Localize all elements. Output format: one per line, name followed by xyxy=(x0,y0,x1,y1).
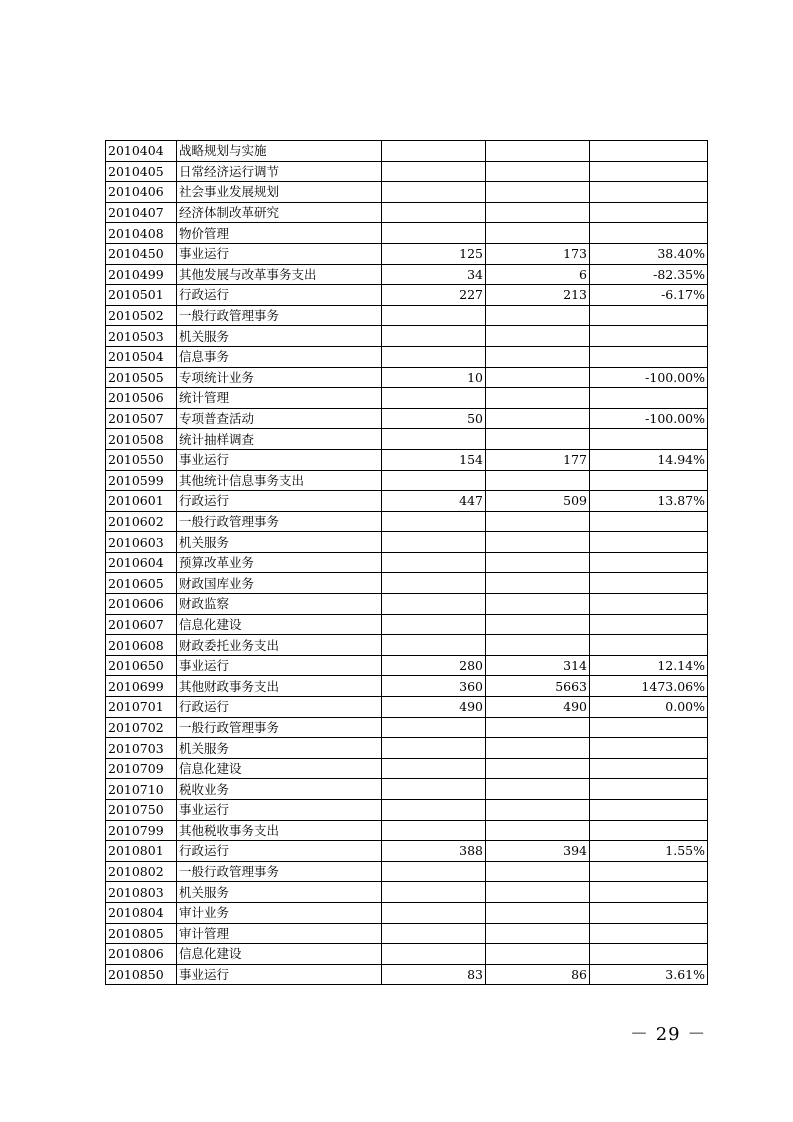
change-percent-cell: 3.61% xyxy=(590,964,708,985)
table-row xyxy=(106,182,708,203)
current-amount-cell: 173 xyxy=(486,243,590,264)
previous-amount-cell: 50 xyxy=(382,408,486,429)
current-amount-cell xyxy=(486,141,590,162)
table-row xyxy=(106,923,708,944)
current-amount-cell xyxy=(486,388,590,409)
page-number: － 29 － xyxy=(630,1024,707,1045)
change-percent-cell: 0.00% xyxy=(590,697,708,718)
subject-name-cell: 事业运行 xyxy=(177,800,382,821)
previous-amount-cell: 490 xyxy=(382,697,486,718)
table-row xyxy=(106,449,708,470)
previous-amount-cell xyxy=(382,882,486,903)
previous-amount-cell: 280 xyxy=(382,655,486,676)
change-percent-cell xyxy=(590,511,708,532)
current-amount-cell xyxy=(486,944,590,965)
table-row xyxy=(106,141,708,162)
subject-name-cell: 物价管理 xyxy=(177,223,382,244)
subject-code-cell: 2010799 xyxy=(106,820,177,841)
current-amount-cell: 394 xyxy=(486,841,590,862)
change-percent-cell xyxy=(590,758,708,779)
previous-amount-cell xyxy=(382,326,486,347)
current-amount-cell xyxy=(486,470,590,491)
previous-amount-cell xyxy=(382,861,486,882)
previous-amount-cell xyxy=(382,470,486,491)
table-row xyxy=(106,243,708,264)
subject-name-cell: 战略规划与实施 xyxy=(177,141,382,162)
subject-code-cell: 2010801 xyxy=(106,841,177,862)
previous-amount-cell xyxy=(382,944,486,965)
table-row xyxy=(106,758,708,779)
change-percent-cell: -100.00% xyxy=(590,367,708,388)
subject-name-cell: 经济体制改革研究 xyxy=(177,202,382,223)
table-row xyxy=(106,223,708,244)
current-amount-cell: 86 xyxy=(486,964,590,985)
current-amount-cell xyxy=(486,367,590,388)
subject-name-cell: 机关服务 xyxy=(177,326,382,347)
subject-name-cell: 专项普查活动 xyxy=(177,408,382,429)
change-percent-cell: 1473.06% xyxy=(590,676,708,697)
subject-code-cell: 2010405 xyxy=(106,161,177,182)
subject-code-cell: 2010408 xyxy=(106,223,177,244)
subject-name-cell: 日常经济运行调节 xyxy=(177,161,382,182)
subject-name-cell: 一般行政管理事务 xyxy=(177,717,382,738)
change-percent-cell xyxy=(590,800,708,821)
previous-amount-cell xyxy=(382,429,486,450)
subject-name-cell: 机关服务 xyxy=(177,532,382,553)
subject-code-cell: 2010604 xyxy=(106,552,177,573)
subject-name-cell: 机关服务 xyxy=(177,882,382,903)
subject-name-cell: 其他发展与改革事务支出 xyxy=(177,264,382,285)
subject-name-cell: 行政运行 xyxy=(177,841,382,862)
table-row xyxy=(106,305,708,326)
current-amount-cell xyxy=(486,573,590,594)
change-percent-cell xyxy=(590,717,708,738)
previous-amount-cell xyxy=(382,573,486,594)
subject-code-cell: 2010710 xyxy=(106,779,177,800)
current-amount-cell xyxy=(486,861,590,882)
change-percent-cell xyxy=(590,738,708,759)
previous-amount-cell xyxy=(382,614,486,635)
subject-code-cell: 2010607 xyxy=(106,614,177,635)
change-percent-cell xyxy=(590,552,708,573)
change-percent-cell xyxy=(590,470,708,491)
subject-code-cell: 2010802 xyxy=(106,861,177,882)
subject-code-cell: 2010505 xyxy=(106,367,177,388)
change-percent-cell xyxy=(590,326,708,347)
subject-code-cell: 2010502 xyxy=(106,305,177,326)
subject-code-cell: 2010508 xyxy=(106,429,177,450)
subject-name-cell: 一般行政管理事务 xyxy=(177,861,382,882)
subject-name-cell: 预算改革业务 xyxy=(177,552,382,573)
previous-amount-cell xyxy=(382,800,486,821)
subject-code-cell: 2010599 xyxy=(106,470,177,491)
previous-amount-cell: 34 xyxy=(382,264,486,285)
subject-code-cell: 2010404 xyxy=(106,141,177,162)
previous-amount-cell: 447 xyxy=(382,491,486,512)
table-row xyxy=(106,470,708,491)
previous-amount-cell xyxy=(382,635,486,656)
previous-amount-cell xyxy=(382,717,486,738)
table-row xyxy=(106,491,708,512)
previous-amount-cell: 227 xyxy=(382,285,486,306)
subject-code-cell: 2010407 xyxy=(106,202,177,223)
subject-name-cell: 信息化建设 xyxy=(177,758,382,779)
current-amount-cell: 177 xyxy=(486,449,590,470)
subject-name-cell: 事业运行 xyxy=(177,243,382,264)
table-row xyxy=(106,676,708,697)
subject-name-cell: 专项统计业务 xyxy=(177,367,382,388)
previous-amount-cell: 360 xyxy=(382,676,486,697)
change-percent-cell xyxy=(590,820,708,841)
subject-code-cell: 2010804 xyxy=(106,902,177,923)
previous-amount-cell xyxy=(382,141,486,162)
change-percent-cell xyxy=(590,923,708,944)
current-amount-cell xyxy=(486,346,590,367)
current-amount-cell xyxy=(486,758,590,779)
subject-code-cell: 2010499 xyxy=(106,264,177,285)
subject-code-cell: 2010699 xyxy=(106,676,177,697)
change-percent-cell: 38.40% xyxy=(590,243,708,264)
change-percent-cell xyxy=(590,305,708,326)
previous-amount-cell xyxy=(382,820,486,841)
previous-amount-cell xyxy=(382,161,486,182)
table-row xyxy=(106,614,708,635)
table-row xyxy=(106,161,708,182)
table-row xyxy=(106,532,708,553)
previous-amount-cell xyxy=(382,388,486,409)
subject-name-cell: 一般行政管理事务 xyxy=(177,511,382,532)
change-percent-cell: 1.55% xyxy=(590,841,708,862)
table-row xyxy=(106,635,708,656)
subject-name-cell: 行政运行 xyxy=(177,285,382,306)
subject-name-cell: 统计抽样调查 xyxy=(177,429,382,450)
previous-amount-cell xyxy=(382,552,486,573)
previous-amount-cell xyxy=(382,182,486,203)
subject-name-cell: 统计管理 xyxy=(177,388,382,409)
subject-name-cell: 机关服务 xyxy=(177,738,382,759)
change-percent-cell xyxy=(590,182,708,203)
change-percent-cell: -82.35% xyxy=(590,264,708,285)
table-row xyxy=(106,346,708,367)
subject-code-cell: 2010450 xyxy=(106,243,177,264)
table-row xyxy=(106,902,708,923)
subject-code-cell: 2010406 xyxy=(106,182,177,203)
subject-code-cell: 2010506 xyxy=(106,388,177,409)
current-amount-cell xyxy=(486,594,590,615)
table-row xyxy=(106,944,708,965)
change-percent-cell xyxy=(590,635,708,656)
current-amount-cell: 314 xyxy=(486,655,590,676)
change-percent-cell xyxy=(590,429,708,450)
previous-amount-cell xyxy=(382,779,486,800)
current-amount-cell xyxy=(486,202,590,223)
table-row xyxy=(106,429,708,450)
change-percent-cell: 14.94% xyxy=(590,449,708,470)
table-row xyxy=(106,655,708,676)
subject-name-cell: 信息事务 xyxy=(177,346,382,367)
change-percent-cell xyxy=(590,861,708,882)
table-row xyxy=(106,202,708,223)
table-row xyxy=(106,841,708,862)
table-row xyxy=(106,552,708,573)
subject-name-cell: 一般行政管理事务 xyxy=(177,305,382,326)
subject-code-cell: 2010750 xyxy=(106,800,177,821)
current-amount-cell xyxy=(486,552,590,573)
change-percent-cell xyxy=(590,532,708,553)
previous-amount-cell: 10 xyxy=(382,367,486,388)
table-row xyxy=(106,861,708,882)
change-percent-cell xyxy=(590,944,708,965)
table-row xyxy=(106,264,708,285)
change-percent-cell xyxy=(590,202,708,223)
current-amount-cell xyxy=(486,614,590,635)
current-amount-cell xyxy=(486,882,590,903)
current-amount-cell xyxy=(486,223,590,244)
table-row xyxy=(106,573,708,594)
subject-code-cell: 2010507 xyxy=(106,408,177,429)
subject-code-cell: 2010650 xyxy=(106,655,177,676)
table-row xyxy=(106,511,708,532)
change-percent-cell: -100.00% xyxy=(590,408,708,429)
subject-code-cell: 2010503 xyxy=(106,326,177,347)
previous-amount-cell: 83 xyxy=(382,964,486,985)
change-percent-cell: 12.14% xyxy=(590,655,708,676)
table-row xyxy=(106,367,708,388)
subject-code-cell: 2010806 xyxy=(106,944,177,965)
previous-amount-cell xyxy=(382,346,486,367)
subject-code-cell: 2010850 xyxy=(106,964,177,985)
budget-table-body xyxy=(106,141,708,985)
change-percent-cell xyxy=(590,902,708,923)
subject-code-cell: 2010709 xyxy=(106,758,177,779)
change-percent-cell xyxy=(590,388,708,409)
table-row xyxy=(106,738,708,759)
change-percent-cell xyxy=(590,779,708,800)
previous-amount-cell: 125 xyxy=(382,243,486,264)
change-percent-cell xyxy=(590,223,708,244)
current-amount-cell xyxy=(486,408,590,429)
table-row xyxy=(106,882,708,903)
current-amount-cell xyxy=(486,923,590,944)
table-row xyxy=(106,388,708,409)
subject-code-cell: 2010601 xyxy=(106,491,177,512)
current-amount-cell xyxy=(486,429,590,450)
subject-name-cell: 事业运行 xyxy=(177,449,382,470)
subject-name-cell: 行政运行 xyxy=(177,697,382,718)
previous-amount-cell xyxy=(382,738,486,759)
subject-code-cell: 2010701 xyxy=(106,697,177,718)
current-amount-cell xyxy=(486,326,590,347)
subject-name-cell: 事业运行 xyxy=(177,655,382,676)
change-percent-cell xyxy=(590,346,708,367)
change-percent-cell: -6.17% xyxy=(590,285,708,306)
current-amount-cell xyxy=(486,635,590,656)
change-percent-cell xyxy=(590,614,708,635)
subject-code-cell: 2010602 xyxy=(106,511,177,532)
table-row xyxy=(106,820,708,841)
subject-code-cell: 2010504 xyxy=(106,346,177,367)
change-percent-cell xyxy=(590,882,708,903)
change-percent-cell: 13.87% xyxy=(590,491,708,512)
subject-name-cell: 社会事业发展规划 xyxy=(177,182,382,203)
current-amount-cell xyxy=(486,738,590,759)
current-amount-cell: 490 xyxy=(486,697,590,718)
subject-name-cell: 信息化建设 xyxy=(177,614,382,635)
table-row xyxy=(106,285,708,306)
subject-name-cell: 其他税收事务支出 xyxy=(177,820,382,841)
subject-code-cell: 2010501 xyxy=(106,285,177,306)
current-amount-cell xyxy=(486,820,590,841)
previous-amount-cell: 388 xyxy=(382,841,486,862)
subject-name-cell: 财政监察 xyxy=(177,594,382,615)
subject-name-cell: 审计管理 xyxy=(177,923,382,944)
previous-amount-cell xyxy=(382,594,486,615)
current-amount-cell xyxy=(486,902,590,923)
subject-name-cell: 审计业务 xyxy=(177,902,382,923)
current-amount-cell xyxy=(486,305,590,326)
previous-amount-cell xyxy=(382,202,486,223)
current-amount-cell xyxy=(486,779,590,800)
table-row xyxy=(106,408,708,429)
current-amount-cell xyxy=(486,717,590,738)
subject-code-cell: 2010603 xyxy=(106,532,177,553)
budget-table xyxy=(105,140,708,985)
current-amount-cell xyxy=(486,532,590,553)
previous-amount-cell xyxy=(382,305,486,326)
current-amount-cell xyxy=(486,161,590,182)
previous-amount-cell xyxy=(382,923,486,944)
previous-amount-cell xyxy=(382,758,486,779)
subject-code-cell: 2010606 xyxy=(106,594,177,615)
table-row xyxy=(106,800,708,821)
previous-amount-cell xyxy=(382,511,486,532)
table-row xyxy=(106,964,708,985)
previous-amount-cell xyxy=(382,223,486,244)
subject-code-cell: 2010803 xyxy=(106,882,177,903)
previous-amount-cell xyxy=(382,532,486,553)
subject-code-cell: 2010805 xyxy=(106,923,177,944)
subject-name-cell: 其他统计信息事务支出 xyxy=(177,470,382,491)
current-amount-cell: 213 xyxy=(486,285,590,306)
current-amount-cell: 6 xyxy=(486,264,590,285)
subject-code-cell: 2010605 xyxy=(106,573,177,594)
subject-name-cell: 财政国库业务 xyxy=(177,573,382,594)
change-percent-cell xyxy=(590,141,708,162)
subject-code-cell: 2010608 xyxy=(106,635,177,656)
subject-name-cell: 事业运行 xyxy=(177,964,382,985)
subject-code-cell: 2010702 xyxy=(106,717,177,738)
current-amount-cell xyxy=(486,182,590,203)
subject-name-cell: 行政运行 xyxy=(177,491,382,512)
subject-code-cell: 2010703 xyxy=(106,738,177,759)
change-percent-cell xyxy=(590,573,708,594)
current-amount-cell: 5663 xyxy=(486,676,590,697)
table-row xyxy=(106,779,708,800)
subject-code-cell: 2010550 xyxy=(106,449,177,470)
current-amount-cell xyxy=(486,511,590,532)
subject-name-cell: 其他财政事务支出 xyxy=(177,676,382,697)
current-amount-cell: 509 xyxy=(486,491,590,512)
change-percent-cell xyxy=(590,161,708,182)
previous-amount-cell xyxy=(382,902,486,923)
table-row xyxy=(106,697,708,718)
subject-name-cell: 财政委托业务支出 xyxy=(177,635,382,656)
table-row xyxy=(106,326,708,347)
previous-amount-cell: 154 xyxy=(382,449,486,470)
subject-name-cell: 税收业务 xyxy=(177,779,382,800)
subject-name-cell: 信息化建设 xyxy=(177,944,382,965)
current-amount-cell xyxy=(486,800,590,821)
table-row xyxy=(106,717,708,738)
change-percent-cell xyxy=(590,594,708,615)
table-row xyxy=(106,594,708,615)
